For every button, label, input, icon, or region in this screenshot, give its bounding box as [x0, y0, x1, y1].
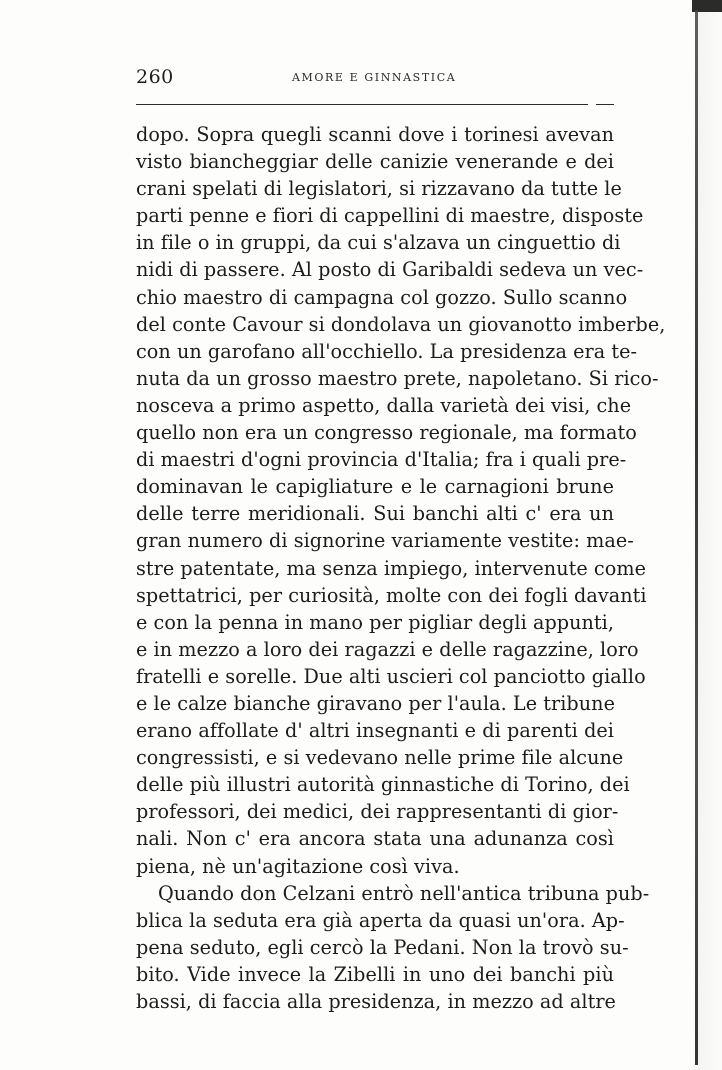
- header-rule-tail: [596, 104, 614, 105]
- body-text: [136, 121, 666, 1015]
- text-line: chio maestro di campagna col gozzo. Sullo scanno: [136, 285, 628, 309]
- text-line: parti penne e fiori di cappellini di maestre, disposte: [136, 204, 644, 228]
- page-edge-shadow: [698, 12, 722, 1070]
- text-line: congressisti, e si vedevano nelle prime file alcune: [136, 746, 624, 770]
- paragraph-start-line: Quando don Celzani entrò nell'antica tribuna pub-: [158, 881, 650, 905]
- text-line: visto biancheggiar delle canizie venerande e dei: [136, 150, 614, 174]
- text-line: gran numero di signorine variamente vestite: mae-: [136, 529, 634, 553]
- text-line: spettatrici, per curiosità, molte con dei fogli davanti: [136, 583, 647, 607]
- text-line: del conte Cavour si dondolava un giovanotto imberbe,: [136, 312, 666, 336]
- text-line: con un garofano all'occhiello. La presidenza era te-: [136, 339, 638, 363]
- text-line: professori, dei medici, dei rappresentanti di gior-: [136, 800, 619, 824]
- text-line: delle più illustri autorità ginnastiche di Torino, dei: [136, 773, 630, 797]
- text-line: delle terre meridionali. Sui banchi alti c' era un: [136, 502, 614, 526]
- text-line: nosceva a primo aspetto, dalla varietà dei visi, che: [136, 393, 632, 417]
- text-line: dominavan le capigliature e le carnagioni brune: [136, 475, 614, 499]
- page-header: [136, 66, 616, 96]
- paragraph-end-line: piena, nè un'agitazione così viva.: [136, 854, 460, 878]
- page-edge-line: [695, 10, 698, 1065]
- text-line: fratelli e sorelle. Due alti uscieri col panciotto giallo: [136, 664, 646, 688]
- text-line: nidi di passere. Al posto di Garibaldi sedeva un vec-: [136, 258, 644, 282]
- text-line: e con la penna in mano per pigliar degli appunti,: [136, 610, 615, 634]
- text-line: erano affollate d' altri insegnanti e di parenti dei: [136, 719, 614, 743]
- text-line: dopo. Sopra quegli scanni dove i torinesi avevan: [136, 123, 614, 146]
- text-line: pena seduto, egli cercò la Pedani. Non la trovò su-: [136, 935, 629, 959]
- text-line: crani spelati di legislatori, si rizzavano da tutte le: [136, 177, 622, 201]
- text-line: in file o in gruppi, da cui s'alzava un cinguettio di: [136, 231, 621, 255]
- text-line: stre patentate, ma senza impiego, intervenute come: [136, 556, 646, 580]
- text-line: di maestri d'ogni provincia d'Italia; fra i quali pre-: [136, 448, 627, 472]
- text-line: quello non era un congresso regionale, ma formato: [136, 421, 637, 445]
- text-line: bassi, di faccia alla presidenza, in mezzo ad altre: [136, 990, 616, 1013]
- header-rule: [136, 104, 588, 105]
- text-line: blica la seduta era già aperta da quasi un'ora. Ap-: [136, 908, 625, 932]
- page-number: 260: [136, 66, 174, 88]
- text-line: nuta da un grosso maestro prete, napoletano. Si rico-: [136, 366, 659, 390]
- text-line: bito. Vide invece la Zibelli in uno dei banchi più: [136, 962, 614, 986]
- running-title: AMORE E GINNASTICA: [292, 71, 457, 84]
- text-line: nali. Non c' era ancora stata una adunanza così: [136, 827, 614, 851]
- text-line: e le calze bianche giravano per l'aula. Le tribune: [136, 691, 615, 715]
- text-line: e in mezzo a loro dei ragazzi e delle ragazzine, loro: [136, 637, 639, 661]
